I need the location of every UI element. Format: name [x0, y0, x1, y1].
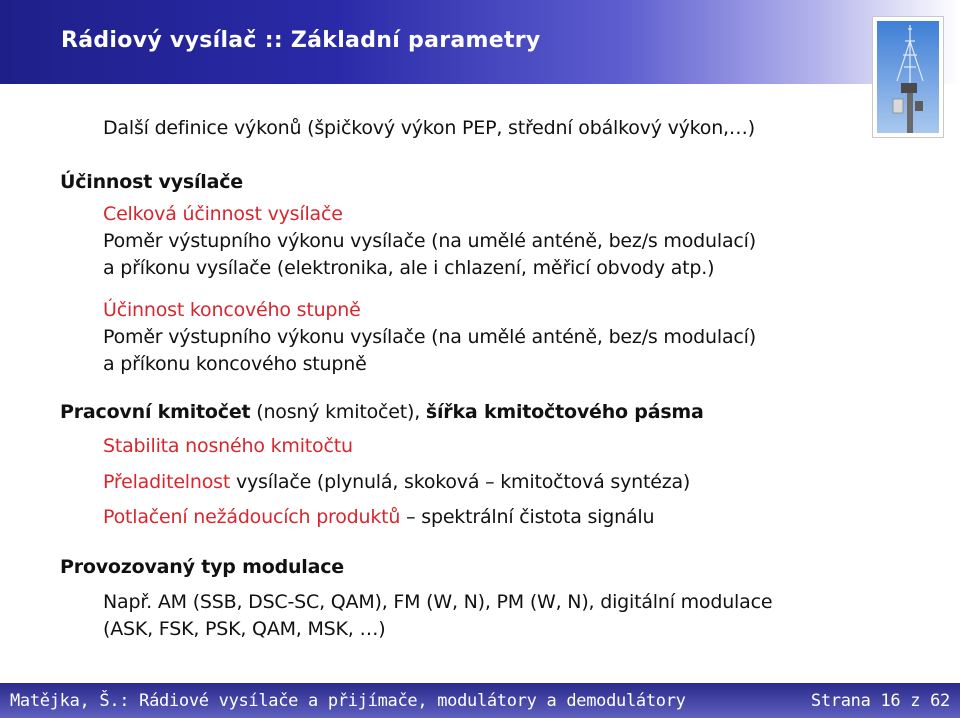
- footer-author: Matějka, Š.: Rádiové vysílače a přijímače, modulátory a demodulátory: [10, 691, 686, 711]
- suppression-text: – spektrální čistota signálu: [400, 506, 655, 528]
- total-efficiency-line1: Poměr výstupního výkonu vysílače (na umělé anténě, bez/s modulací): [103, 230, 756, 252]
- footer-bar: [0, 683, 960, 718]
- stability-label: Stabilita nosného kmitočtu: [103, 435, 353, 457]
- final-stage-efficiency-line1: Poměr výstupního výkonu vysílače (na umělé anténě, bez/s modulací): [103, 326, 756, 348]
- modulation-line2: (ASK, FSK, PSK, QAM, MSK, …): [103, 618, 386, 640]
- suppression-line: [103, 505, 654, 529]
- frequency-heading: [60, 400, 704, 424]
- total-efficiency-label: Celková účinnost vysílače: [103, 203, 343, 225]
- frequency-heading-bandwidth: šířka kmitočtového pásma: [425, 401, 704, 423]
- footer-page-number: Strana 16 z 62: [810, 691, 950, 711]
- antenna-mast-photo: [872, 16, 944, 138]
- intro-text: Další definice výkonů (špičkový výkon PEP, střední obálkový výkon,…): [103, 117, 755, 139]
- tunability-line: [103, 470, 690, 494]
- total-efficiency-line2: a příkonu vysílače (elektronika, ale i chlazení, měřicí obvody atp.): [103, 257, 715, 279]
- final-stage-efficiency-line2: a příkonu koncového stupně: [103, 353, 367, 375]
- frequency-heading-operating: Pracovní kmitočet: [60, 401, 251, 423]
- final-stage-efficiency-label: Účinnost koncového stupně: [103, 299, 361, 321]
- suppression-label: Potlačení nežádoucích produktů: [103, 506, 401, 528]
- tunability-text: vysílače (plynulá, skoková – kmitočtová syntéza): [230, 471, 691, 493]
- tunability-label: Přeladitelnost: [103, 471, 231, 493]
- page-title: Rádiový vysílač :: Základní parametry: [61, 28, 541, 53]
- modulation-heading: Provozovaný typ modulace: [60, 556, 344, 578]
- modulation-line1: Např. AM (SSB, DSC-SC, QAM), FM (W, N), PM (W, N), digitální modulace: [103, 591, 773, 613]
- frequency-heading-carrier: (nosný kmitočet),: [250, 401, 426, 423]
- title-bar: [0, 0, 960, 84]
- antenna-mast-icon: [877, 21, 939, 133]
- efficiency-heading: Účinnost vysílače: [60, 171, 243, 193]
